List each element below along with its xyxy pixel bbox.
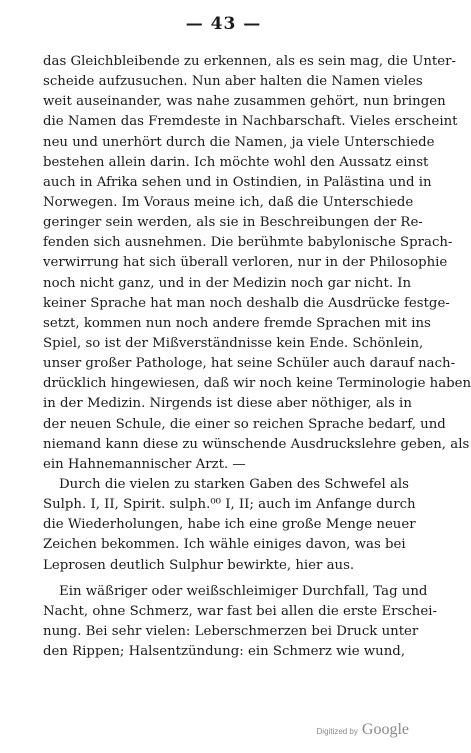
text-line: verwirrung hat sich überall verloren, nur in der Philosophie (43, 255, 448, 271)
page-number: — 43 — (185, 14, 262, 34)
text-line: neu und unerhört durch die Namen, ja viele Unterschiede (43, 134, 435, 150)
text-line: die Wiederholungen, habe ich eine große Menge neuer (43, 517, 416, 533)
text-line: unser großer Pathologe, hat seine Schüler auch darauf nach- (43, 356, 456, 372)
text-line: Spiel, so ist der Mißverständnisse kein Ende. Schönlein, (43, 335, 424, 351)
text-line: geringer sein werden, als sie in Beschreibungen der Re- (43, 215, 423, 231)
body-text (43, 52, 471, 662)
digitized-by-google-watermark (317, 721, 409, 739)
paragraph-start-line: Durch die vielen zu starken Gaben des Schwefel als (59, 476, 409, 492)
text-line: Sulph. I, II, Spirit. sulph.⁰⁰ I, II; auch im Anfange durch (43, 497, 416, 513)
google-logo: Google (361, 721, 409, 738)
digitized-by-label: Digitized by (316, 727, 358, 736)
text-line: noch nicht ganz, und in der Medizin noch gar nicht. In (43, 275, 412, 291)
text-line: das Gleichbleibende zu erkennen, als es sein mag, die Unter- (43, 54, 456, 69)
text-line: Nacht, ohne Schmerz, war fast bei allen die erste Erschei- (43, 603, 437, 619)
text-line: in der Medizin. Nirgends ist diese aber nöthiger, als in (43, 396, 412, 412)
paragraph-start-line: Ein wäßriger oder weißschleimiger Durchfall, Tag und (59, 583, 428, 599)
text-line: niemand kann diese zu wünschende Ausdruckslehre geben, als (43, 436, 470, 452)
text-line: fenden sich ausnehmen. Die berühmte babylonische Sprach- (43, 235, 453, 251)
text-line: der neuen Schule, die einer so reichen Sprache bedarf, und (43, 416, 446, 432)
text-line: auch in Afrika sehen und in Ostindien, in Palästina und in (43, 174, 432, 190)
text-line: setzt, kommen nun noch andere fremde Sprachen mit ins (43, 315, 431, 331)
text-line: scheide aufzusuchen. Nun aber halten die Namen vieles (43, 74, 423, 90)
text-line: die Namen das Fremdeste in Nachbarschaft. Vieles erscheint (43, 114, 458, 130)
text-line: bestehen allein darin. Ich möchte wohl den Aussatz einst (43, 154, 429, 170)
text-line: nung. Bei sehr vielen: Leberschmerzen bei Druck unter (43, 623, 419, 639)
text-line: weit auseinander, was nahe zusammen gehört, nun bringen (43, 94, 446, 110)
text-line: ein Hahnemannischer Arzt. — (43, 456, 246, 472)
text-line: Zeichen bekommen. Ich wähle einiges davon, was bei (43, 537, 406, 553)
text-line: drücklich hingewiesen, daß wir noch keine Terminologie haben (43, 376, 471, 392)
text-line: den Rippen; Halsentzündung: ein Schmerz wie wund, (43, 644, 406, 660)
text-line: Norwegen. Im Voraus meine ich, daß die Unterschiede (43, 194, 414, 210)
text-line: keiner Sprache hat man noch deshalb die Ausdrücke festge- (43, 295, 450, 311)
text-line: Leprosen deutlich Sulphur bewirkte, hier aus. (43, 557, 355, 573)
